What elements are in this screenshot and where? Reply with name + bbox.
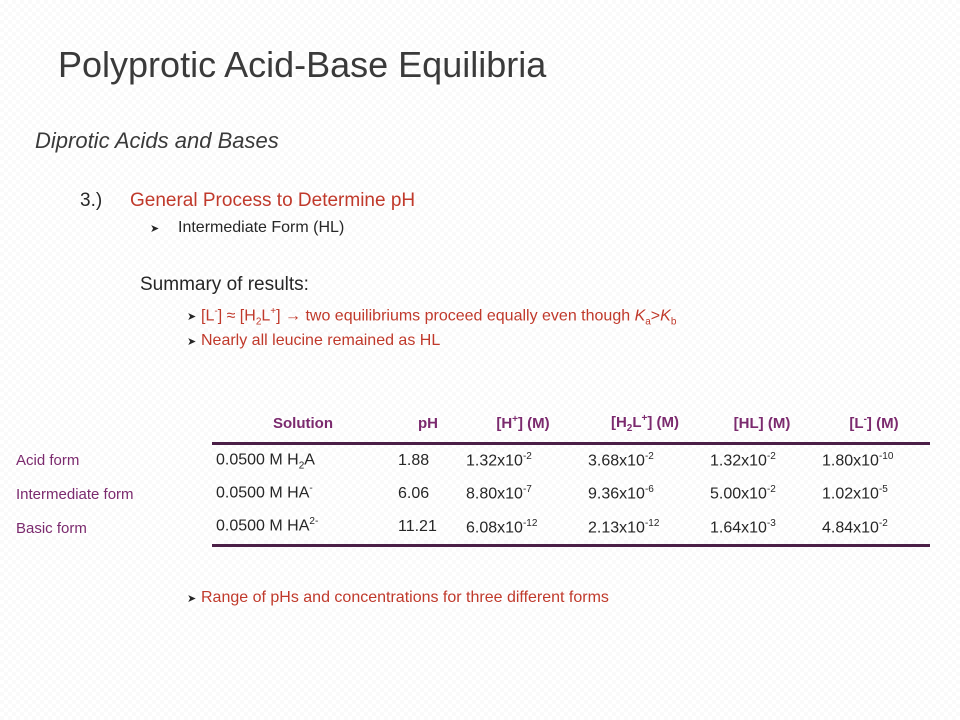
- cell-h2l: $3.68x10^{-2}$: [588, 451, 654, 470]
- header-hl: [HL] (M): [706, 405, 818, 443]
- step-title: General Process to Determine pH: [130, 190, 416, 211]
- cell-l: $1.02x10^{-5}$: [822, 484, 888, 503]
- cell-solution: 0.0500 M $H_2A$: [216, 451, 315, 472]
- step-number: 3.): [80, 190, 103, 211]
- header-h2l-plus: $[H_2L^+]$ (M): [584, 405, 706, 443]
- cell-h: $8.80x10^{-7}$: [466, 484, 532, 503]
- cell-hl: $1.32x10^{-2}$: [710, 451, 776, 470]
- cell-h: $1.32x10^{-2}$: [466, 451, 532, 470]
- cell-ph: 11.21: [394, 511, 462, 545]
- summary-heading: Summary of results:: [140, 274, 309, 295]
- row-label: Acid form: [16, 451, 80, 469]
- bullet-leucine-hl: ➤ Nearly all leucine remained as HL: [187, 332, 441, 349]
- slide-title: Polyprotic Acid-Base Equilibria: [58, 44, 547, 85]
- bullet-arrow-icon: ➤: [187, 311, 197, 324]
- header-ph: pH: [394, 405, 462, 443]
- bullet-concentration-equality: ➤ $[L^-] \approx [H_2L^+]$ → two equilibriums proceed equally even though $K_a>K_b$: [187, 306, 677, 328]
- sub-item-intermediate-form: [150, 219, 344, 237]
- sub-item-label: Intermediate Form (HL): [178, 219, 345, 236]
- cell-solution: 0.0500 M $HA^{2-}$: [212, 511, 394, 545]
- bullet-arrow-icon: ➤: [187, 593, 197, 605]
- bullet-arrow-icon: ➤: [187, 336, 197, 348]
- cell-l: $4.84x10^{-2}$: [818, 511, 930, 545]
- cell-solution: 0.0500 M HA-: [216, 483, 313, 502]
- header-solution: Solution: [212, 405, 394, 443]
- table-row: [12, 477, 930, 511]
- header-h-plus: [H+] (M): [462, 405, 584, 443]
- row-label: Basic form: [16, 519, 87, 537]
- cell-ph: 6.06: [398, 485, 430, 502]
- cell-h2l: $2.13x10^{-12}$: [584, 511, 706, 545]
- cell-hl: $5.00x10^{-2}$: [710, 484, 776, 503]
- header-l-minus: [L-] (M): [818, 405, 930, 443]
- right-arrow-icon: →: [285, 307, 302, 325]
- cell-l: $1.80x10^{-10}$: [822, 451, 894, 470]
- results-table: [12, 405, 930, 547]
- cell-hl: $1.64x10^{-3}$: [706, 511, 818, 545]
- slide-subtitle: Diprotic Acids and Bases: [35, 128, 279, 153]
- row-label: Intermediate form: [16, 485, 134, 503]
- bullet-range-of-phs: ➤ Range of pHs and concentrations for three different forms: [187, 589, 609, 606]
- bullet-arrow-icon: ➤: [150, 223, 160, 235]
- cell-ph: 1.88: [398, 451, 430, 469]
- cell-h: $6.08x10^{-12}$: [462, 511, 584, 545]
- table-header-row: [12, 405, 930, 443]
- table-row: [12, 443, 930, 477]
- table-row: [12, 511, 930, 545]
- cell-h2l: $9.36x10^{-6}$: [588, 484, 654, 503]
